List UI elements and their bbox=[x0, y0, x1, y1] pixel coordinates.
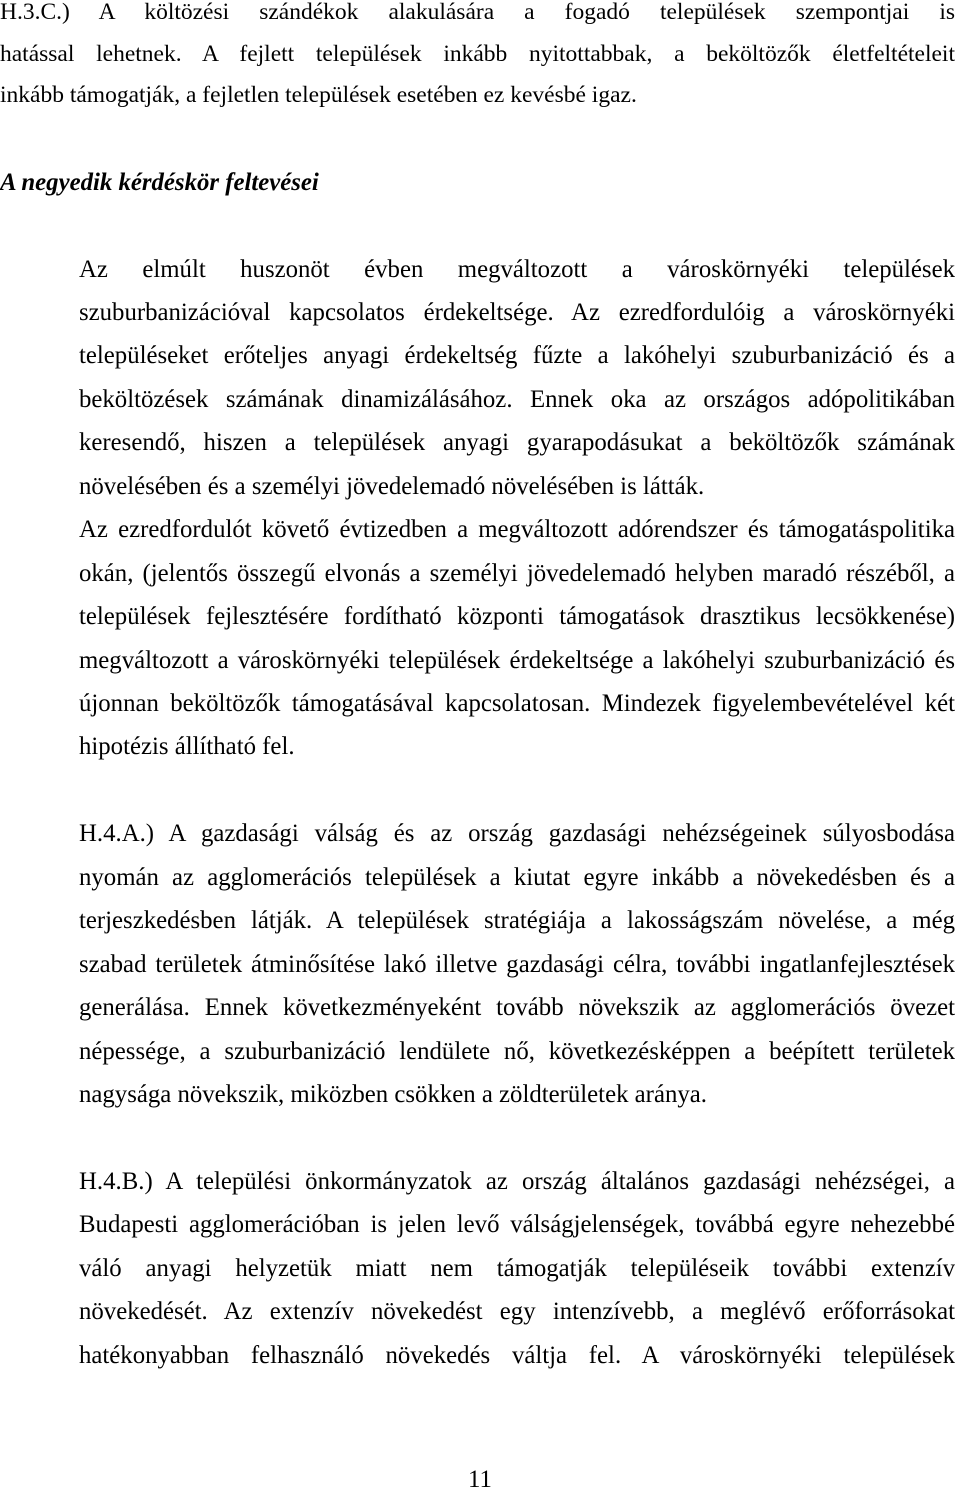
paragraph-line: terjeszkedésben látják. A települések stratégiája a lakosságszám növelése, a még bbox=[79, 907, 955, 935]
paragraph-line: hatással lehetnek. A fejlett települések inkább nyitottabbak, a beköltözők életfeltételeit bbox=[0, 40, 955, 67]
paragraph-line: inkább támogatják, a fejletlen települések esetében ez kevésbé igaz. bbox=[0, 82, 637, 108]
paragraph-line: megváltozott a városkörnyéki települések érdekeltsége a lakóhelyi szuburbanizáció és bbox=[79, 646, 955, 674]
paragraph-line: szabad területek átminősítése lakó illetve gazdasági célra, további ingatlanfejlesztések bbox=[79, 950, 955, 978]
paragraph-line: népessége, a szuburbanizáció lendülete nő, következésképpen a beépített területek bbox=[79, 1037, 955, 1065]
paragraph-line: hipotézis állítható fel. bbox=[79, 733, 295, 761]
paragraph-line: keresendő, hiszen a települések anyagi gyarapodásukat a beköltözők számának bbox=[79, 429, 955, 457]
paragraph-line: nyomán az agglomerációs települések a kiutat egyre inkább a növekedésben és a bbox=[79, 863, 955, 891]
paragraph-line: településeket erőteljes anyagi érdekeltség fűzte a lakóhelyi szuburbanizáció és a bbox=[79, 342, 955, 370]
hypothesis-h4a-paragraph bbox=[79, 812, 955, 1116]
hypothesis-h3c-paragraph bbox=[0, 0, 955, 117]
paragraph-line: Budapesti agglomerációban is jelen levő válságjelenségek, továbbá egyre nehezebbé bbox=[79, 1211, 955, 1239]
paragraph-line: generálása. Ennek következményeként tovább növekszik az agglomerációs övezet bbox=[79, 994, 955, 1022]
hypothesis-h4b-paragraph bbox=[79, 1160, 955, 1377]
intro-paragraph bbox=[79, 248, 955, 509]
paragraph-line: beköltözések számának dinamizálásához. Ennek oka az országos adópolitikában bbox=[79, 385, 955, 413]
paragraph-line: szuburbanizációval kapcsolatos érdekeltsége. Az ezredfordulóig a városkörnyéki bbox=[79, 298, 955, 326]
paragraph-line: települések fejlesztésére fordítható központi támogatások drasztikus lecsökkenése) bbox=[79, 603, 955, 631]
paragraph-line: H.4.B.) A települési önkormányzatok az ország általános gazdasági nehézségei, a bbox=[79, 1168, 955, 1195]
page-number: 11 bbox=[468, 1466, 492, 1493]
section-heading: A negyedik kérdéskör feltevései bbox=[0, 169, 319, 196]
paragraph-line: Az elmúlt huszonöt évben megváltozott a városkörnyéki települések bbox=[79, 255, 955, 283]
paragraph-line: újonnan beköltözők támogatásával kapcsolatosan. Mindezek figyelembevételével két bbox=[79, 689, 955, 717]
paragraph-line: nagysága növekszik, miközben csökken a zöldterületek aránya. bbox=[79, 1081, 707, 1109]
paragraph-line: Az ezredfordulót követő évtizedben a megváltozott adórendszer és támogatáspolitika bbox=[79, 516, 955, 544]
paragraph-line: hatékonyabban felhasználó növekedés váltja fel. A városkörnyéki települések bbox=[79, 1341, 955, 1369]
paragraph-line: növekedését. Az extenzív növekedést egy intenzívebb, a meglévő erőforrásokat bbox=[79, 1298, 955, 1326]
paragraph-line: H.4.A.) A gazdasági válság és az ország gazdasági nehézségeinek súlyosbodása bbox=[79, 820, 955, 848]
paragraph-line: növelésében és a személyi jövedelemadó növelésében is látták. bbox=[79, 472, 705, 500]
paragraph-line: okán, (jelentős összegű elvonás a személyi jövedelemadó helyben maradó részéből, a bbox=[79, 559, 955, 587]
paragraph-line: váló anyagi helyzetük miatt nem támogatják településeik további extenzív bbox=[79, 1254, 955, 1282]
paragraph-line: H.3.C.) A költözési szándékok alakulására a fogadó települések szempontjai is bbox=[0, 0, 955, 25]
context-paragraph bbox=[79, 508, 955, 769]
